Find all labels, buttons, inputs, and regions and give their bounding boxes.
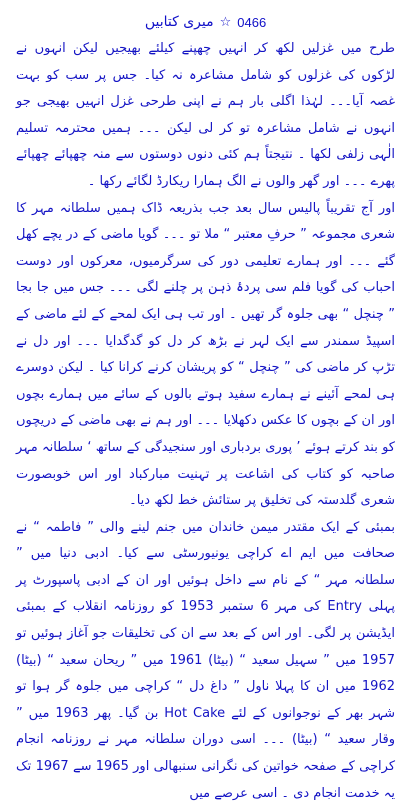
paragraph: اور آج تقریباً پالیس سال بعد جب بذریعہ ڈاک ہمیں سلطانہ مہر کا شعری مجموعہ ” حرفِ معتبر “ ملا تو ۔۔۔ گویا ماضی کے در یچے کھل گئے ۔۔۔ اور ہمارے تعلیمی دور کی سرگرمیوں، معرکوں اور دوست احباب کی گویا فلم سی پردۂ ذہن پر چلنے لگی ۔۔۔ جس میں جا بجا ” چنچل “ بھی جلوہ گر تھیں ۔ اور تب ہی ایک لمحے کے لئے ماضی کے اسپیڈ سمندر سے ایک لہر نے بڑھ کر دل کو گدگدایا ۔۔۔ اور دل نے تڑپ کر ماضی کی ” چنچل “ کو پریشان کرنے کرانا کیا ۔ لیکن دوسرے ہی لمحے آئینے نے ہمارے سفید ہوتے بالوں کے سائے میں ہمارے بچوں اور ان کے بچوں کا عکس دکھلایا ۔۔۔ اور ہم نے بھی ماضی کے دریچوں کو بند کرتے ہوئے ’ پوری بردباری اور سنجیدگی کے ساتھ ‘ سلطانہ مہر صاحبہ کو کتاب کی اشاعت پر تہنیت مبارکباد اور اس خوبصورت شعری گلدستہ کی تخلیق پر ستائش خط لکھ دیا۔ [16, 200, 395, 509]
paragraph: طرح میں غزلیں لکھ کر انہیں چھپنے کیلئے بھیجیں لیکن انہوں نے لڑکوں کی غزلوں کو شامل مشاعرہ نہ کیا۔ جس پر سب کو بہت غصہ آیا۔۔۔ لہٰذا اگلی بار ہم نے اپنی طرحی غزل انہیں بھیجی جو انہوں نے شامل مشاعرہ تو کر لی لیکن ۔۔۔ ہمیں محترمہ تسلیم الٰہی زلفی لکھا ۔ نتیجتاً ہم کئی دنوں دوستوں سے منہ چھپائے چھپائے پھرے ۔۔۔ اور گھر والوں نے الگ ہمارا ریکارڈ لگائے رکھا ۔ [16, 41, 395, 189]
paragraph: بمبئی کے ایک مقتدر میمن خاندان میں جنم لینے والی ” فاطمہ “ نے صحافت میں ایم اے کراچی یونیورسٹی سے کیا۔ ادبی دنیا میں ” سلطانہ مہر “ کے نام سے داخل ہوئیں اور ان کے ادبی پاسپورٹ پر پہلی Entry کی مہر 6 ستمبر 1953 کو روزنامہ انقلاب کے بمبئی ایڈیشن پر لگی۔ اور اس کے بعد سے ان کی تخلیقات جو آغاز ہوئیں تو 1957 میں ” سہیل سعید “ (بیٹا) 1961 میں ” ریحان سعید “ (بیٹا) 1962 میں ان کا پہلا ناول ” داغ دل “ کراچی میں جلوہ گر ہوا تو شہر بھر کے نوجوانوں کے لئے Hot Cake بن گیا۔ پھر 1963 میں ” وقار سعید “ (بیٹا) ۔۔۔ اسی دوران سلطانہ مہر نے روزنامہ انجام کراچی کے صفحہ خواتین کی نگرانی سنبھالی اور 1965 سے 1967 تک یہ خدمت انجام دی ۔ اسی عرصے میں [16, 519, 396, 801]
page-number: 0466 [237, 14, 267, 30]
page-header [16, 12, 395, 32]
page-title: میری کتابیں [144, 14, 214, 30]
star-icon: ☆ [219, 14, 232, 30]
urdu-body-text [16, 36, 395, 807]
